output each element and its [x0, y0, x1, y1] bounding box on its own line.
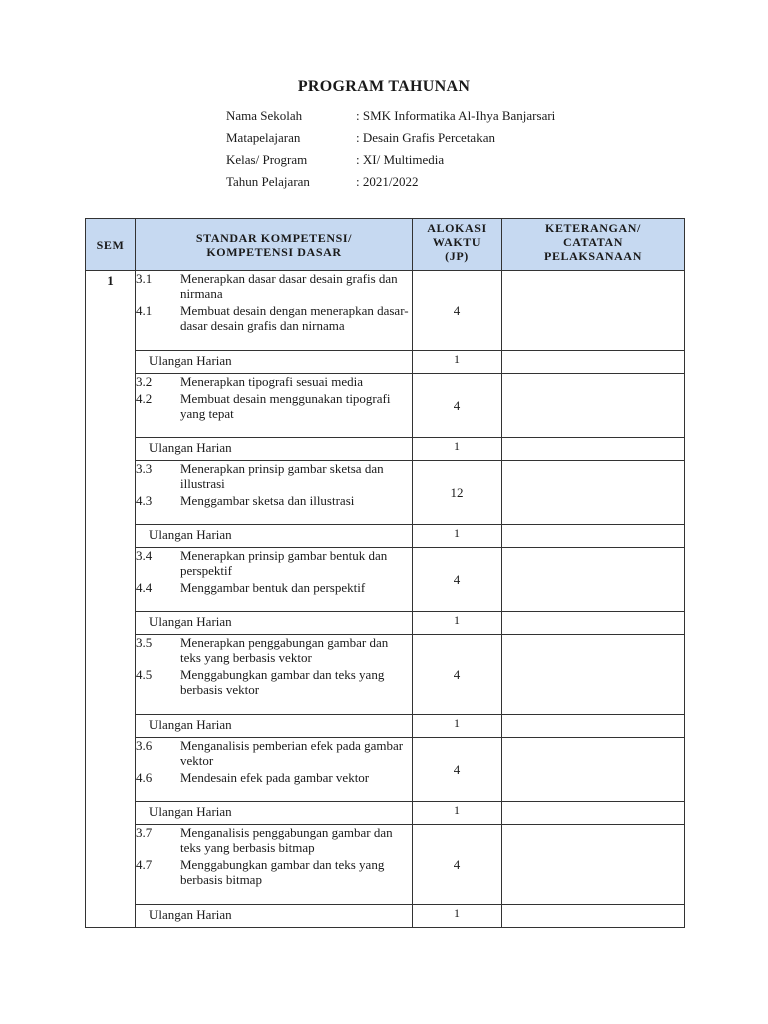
kompetensi-item	[136, 548, 412, 578]
ulangan-harian-jp: 1	[413, 905, 502, 928]
ulangan-harian-jp: 1	[413, 438, 502, 461]
keterangan-cell	[502, 461, 685, 525]
table-row	[86, 738, 685, 802]
ulangan-harian-row	[86, 905, 685, 928]
alokasi-jp-cell: 12	[413, 461, 502, 525]
school-info	[226, 108, 555, 196]
kompetensi-item	[136, 580, 412, 595]
keterangan-cell	[502, 825, 685, 905]
kompetensi-number: 4.4	[136, 580, 153, 595]
ulangan-harian-label: Ulangan Harian	[136, 438, 413, 461]
kompetensi-item	[136, 635, 412, 665]
kompetensi-number: 4.2	[136, 391, 153, 406]
header-standar-kompetensi: STANDAR KOMPETENSI/ KOMPETENSI DASAR	[136, 219, 413, 271]
kompetensi-item	[136, 738, 412, 768]
kompetensi-item	[136, 770, 412, 785]
kompetensi-text: Menganalisis penggabungan gambar dan teks yang berbasis bitmap	[180, 825, 393, 855]
kompetensi-item	[136, 374, 412, 389]
keterangan-cell	[502, 738, 685, 802]
alokasi-jp-cell: 4	[413, 548, 502, 612]
kompetensi-text: Membuat desain menggunakan tipografi yang tepat	[180, 391, 391, 421]
kompetensi-text: Menerapkan penggabungan gambar dan teks yang berbasis vektor	[180, 635, 389, 665]
kompetensi-number: 3.4	[136, 548, 153, 563]
kompetensi-number: 3.2	[136, 374, 153, 389]
kompetensi-number: 4.7	[136, 857, 153, 872]
keterangan-cell	[502, 715, 685, 738]
info-label: Nama Sekolah	[226, 108, 303, 123]
ulangan-harian-label: Ulangan Harian	[136, 612, 413, 635]
alokasi-jp-cell: 4	[413, 635, 502, 715]
kompetensi-item	[136, 271, 412, 301]
kompetensi-text: Menggabungkan gambar dan teks yang berbasis vektor	[180, 667, 385, 697]
kompetensi-item	[136, 857, 412, 887]
table-row	[86, 635, 685, 715]
keterangan-cell	[502, 548, 685, 612]
kompetensi-item	[136, 303, 412, 333]
ulangan-harian-jp: 1	[413, 351, 502, 374]
header-alokasi-waktu: ALOKASI WAKTU (JP)	[413, 219, 502, 271]
table-row	[86, 825, 685, 905]
ulangan-harian-row	[86, 438, 685, 461]
kompetensi-number: 3.5	[136, 635, 153, 650]
info-value: : 2021/2022	[356, 174, 419, 189]
table-header-row	[86, 219, 685, 271]
info-label: Tahun Pelajaran	[226, 174, 310, 189]
kompetensi-number: 3.6	[136, 738, 153, 753]
semester-cell: 1	[86, 271, 136, 928]
info-row-subject	[226, 130, 555, 152]
kompetensi-cell	[136, 635, 413, 715]
keterangan-cell	[502, 905, 685, 928]
ulangan-harian-jp: 1	[413, 802, 502, 825]
ulangan-harian-row	[86, 351, 685, 374]
kompetensi-cell	[136, 825, 413, 905]
kompetensi-number: 3.3	[136, 461, 153, 476]
keterangan-cell	[502, 374, 685, 438]
info-row-school	[226, 108, 555, 130]
keterangan-cell	[502, 525, 685, 548]
table-body	[86, 271, 685, 928]
table-row	[86, 374, 685, 438]
keterangan-cell	[502, 271, 685, 351]
ulangan-harian-label: Ulangan Harian	[136, 905, 413, 928]
alokasi-jp-cell: 4	[413, 825, 502, 905]
kompetensi-number: 3.1	[136, 271, 153, 286]
keterangan-cell	[502, 438, 685, 461]
kompetensi-cell	[136, 738, 413, 802]
kompetensi-text: Menganalisis pemberian efek pada gambar vektor	[180, 738, 404, 768]
ulangan-harian-label: Ulangan Harian	[136, 351, 413, 374]
kompetensi-text: Membuat desain dengan menerapkan dasar-dasar desain grafis dan nirnama	[180, 303, 409, 333]
ulangan-harian-label: Ulangan Harian	[136, 715, 413, 738]
kompetensi-text: Menerapkan tipografi sesuai media	[180, 374, 364, 389]
program-table	[85, 218, 685, 928]
ulangan-harian-jp: 1	[413, 525, 502, 548]
table-row	[86, 271, 685, 351]
kompetensi-item	[136, 825, 412, 855]
kompetensi-number: 3.7	[136, 825, 153, 840]
kompetensi-text: Menggambar sketsa dan illustrasi	[180, 493, 355, 508]
info-value: : SMK Informatika Al-Ihya Banjarsari	[356, 108, 556, 123]
info-label: Matapelajaran	[226, 130, 301, 145]
ulangan-harian-row	[86, 802, 685, 825]
kompetensi-number: 4.5	[136, 667, 153, 682]
kompetensi-text: Mendesain efek pada gambar vektor	[180, 770, 370, 785]
info-label: Kelas/ Program	[226, 152, 308, 167]
kompetensi-item	[136, 493, 412, 508]
kompetensi-item	[136, 667, 412, 697]
keterangan-cell	[502, 802, 685, 825]
alokasi-jp-cell: 4	[413, 271, 502, 351]
document-title: PROGRAM TAHUNAN	[297, 78, 471, 95]
ulangan-harian-row	[86, 612, 685, 635]
kompetensi-item	[136, 461, 412, 491]
header-sem: SEM	[86, 219, 136, 271]
kompetensi-text: Menerapkan prinsip gambar sketsa dan illustrasi	[180, 461, 384, 491]
alokasi-jp-cell: 4	[413, 374, 502, 438]
info-row-year	[226, 174, 555, 196]
kompetensi-cell	[136, 461, 413, 525]
ulangan-harian-jp: 1	[413, 612, 502, 635]
kompetensi-text: Menerapkan prinsip gambar bentuk dan perspektif	[180, 548, 388, 578]
keterangan-cell	[502, 612, 685, 635]
kompetensi-number: 4.3	[136, 493, 153, 508]
ulangan-harian-row	[86, 525, 685, 548]
ulangan-harian-jp: 1	[413, 715, 502, 738]
ulangan-harian-label: Ulangan Harian	[136, 802, 413, 825]
kompetensi-number: 4.6	[136, 770, 153, 785]
kompetensi-item	[136, 391, 412, 421]
ulangan-harian-row	[86, 715, 685, 738]
keterangan-cell	[502, 351, 685, 374]
table-row	[86, 461, 685, 525]
kompetensi-text: Menerapkan dasar dasar desain grafis dan nirmana	[180, 271, 398, 301]
kompetensi-number: 4.1	[136, 303, 153, 318]
info-row-class	[226, 152, 555, 174]
ulangan-harian-label: Ulangan Harian	[136, 525, 413, 548]
kompetensi-cell	[136, 271, 413, 351]
table-row	[86, 548, 685, 612]
keterangan-cell	[502, 635, 685, 715]
info-value: : Desain Grafis Percetakan	[356, 130, 495, 145]
kompetensi-text: Menggabungkan gambar dan teks yang berbasis bitmap	[180, 857, 385, 887]
header-keterangan: KETERANGAN/ CATATAN PELAKSANAAN	[502, 219, 685, 271]
info-value: : XI/ Multimedia	[356, 152, 445, 167]
kompetensi-cell	[136, 374, 413, 438]
alokasi-jp-cell: 4	[413, 738, 502, 802]
kompetensi-cell	[136, 548, 413, 612]
kompetensi-text: Menggambar bentuk dan perspektif	[180, 580, 366, 595]
